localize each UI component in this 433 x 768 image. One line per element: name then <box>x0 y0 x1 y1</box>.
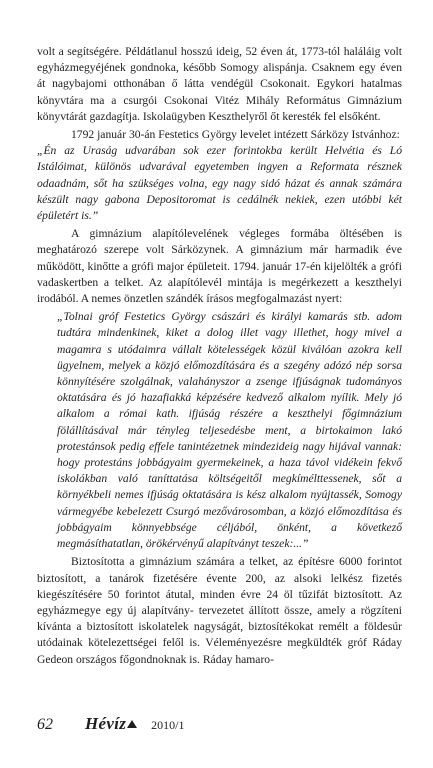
paragraph-intro: volt a segítségére. Példátlanul hosszú ideig, 52 éven át, 1773-tól haláláig volt egyházmegyéjének gondnoka, később Somogy alispánja. Csaknem egy éven át nagybajomi otthonában ő látta vendégül Csokonait. Egykori hatalmas könyvtára ma a csurgói Csokonai Vitéz Mihály Református Gimnázium könyvtárát gazdagítja. Iskolaügyben Keszthelyről őt keresték fel elsőként. <box>37 45 402 123</box>
charter-quote: „Tolnai gróf Festetics György császári és királyi kamarás stb. adom tudtára mindenkinek, kiket a dolog illet vagy illethet, hogy mivel a magamra s utódaimra vállalt kötelességek közül kiválóan azokra kell ügyelnem, melyek a közjó előmozdítására és a szegény adózó nép sorsa könnyítésére szolgálnak, valahányszor a zsenge ifjúságnak tudományos oktatására és jó hazafiakká képzésére kedvező alkalom nyílik. Mely jó alkalom a római kath. ifjúság részére a keszthelyi főgimnázium fölállításával már tényleg teljesedésbe ment, a birtokaimon lakó protestánsok pedig effele tanintézetnek mindezideig nagy hijával vannak: hogy protestáns jobbágyaim gyermekeinek, a haza távol vidékein fekvő iskolákban való taníttatása költségeitől megkímélttessenek, sőt a környékbeli nemes ifjúság oktatására is kész alkalom nyújtassék, Somogy vármegyébe kebelezett Csurgó mezővárosomban, a közjó előmozdítása és jobbágyaim könnyebbsége céljából, önként, a következő megmásíthatatlan, örökérvényű alapítványt teszek:...” <box>57 310 402 551</box>
page-footer <box>37 714 185 738</box>
letter-quote: „Én az Uraság udvarában sok ezer forintokba került Helvétia és Ló Istálóimat, különös udvarával egyetemben ingyen a Reformata résznek odaadnám, sőt ha szükséges volna, egy nagy sidó házat és annak számára készült nagy gabona Depositoromat is cedálnék nekiek, ezen utóbbi két épületért is.” <box>37 144 402 223</box>
page-number: 62 <box>37 716 53 733</box>
article-text <box>37 44 402 668</box>
issue-number: 2010/1 <box>151 718 185 732</box>
magazine-title: Hévíz <box>85 714 127 733</box>
paragraph-letter-date: 1792 január 30-án Festetics György levelet intézett Sárközy Istvánhoz: <box>71 128 400 142</box>
paragraph-funding: Biztosította a gimnázium számára a telket, az építésre 6000 forintot biztosított, a tanárok fizetésére évente 200, az alsoki lelkész fizetés kiegészítésére 50 forintot átutal, minden évre 24 öl tűzifát biztosított. Az egyházmegye egy új alapítvány- tervezetet állított össze, amely a rögzíteni kívánta a biztosított iskolatelek nagyságát, biztosítékokat remélt a földesúr utódainak kötelezettségei felől is. Véleményezésre megküldték gróf Ráday Gedeon országos főgondnoknak is. Ráday hamaro- <box>37 555 402 666</box>
mountain-logo-icon <box>127 720 137 728</box>
paragraph-founding-charter: A gimnázium alapítólevelének végleges formába öltésében is meghatározó szerepe volt Sárközynek. A gimnázium már harmadik éve működött, kinőtte a grófi major épületeit. 1794. január 17-én kijelölték a grófi vadaskertben a telket. Az alapítólevél mintája is megérkezett a keszthelyi irodából. A nemes önzetlen szándék írásos megfogalmazást nyert: <box>37 227 402 306</box>
